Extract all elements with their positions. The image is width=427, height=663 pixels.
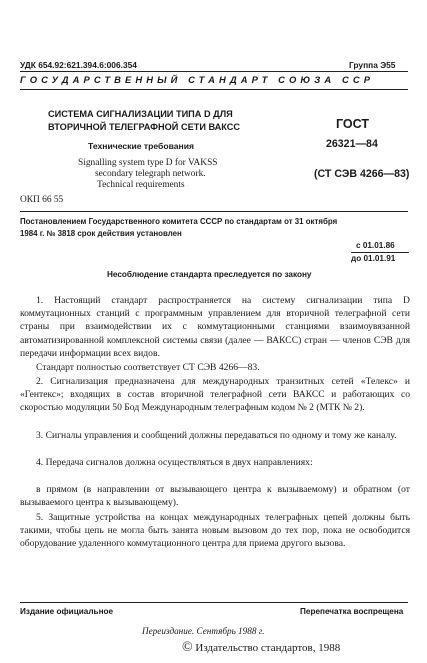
date-divider	[351, 252, 409, 253]
decree-line1: Постановлением Государственного комитета СССР по стандартам от 31 октября	[20, 217, 338, 226]
paragraph-4b: в прямом (в направлении от вызывающего центра к вызываемому) и обратном (от вызываемого центра к вызывающему).	[20, 484, 410, 509]
title-en-line3: Technical requirements	[97, 180, 185, 190]
reprint-notice: Перепечатка воспрещена	[300, 607, 404, 616]
copyright-icon: ©	[182, 640, 193, 655]
reissue-note: Переиздание. Сентябрь 1988 г.	[142, 626, 265, 636]
title-ru-line2: ВТОРИЧНОЙ ТЕЛЕГРАФНОЙ СЕТИ ВАКСС	[48, 122, 241, 132]
paragraph-3: 3. Сигналы управления и сообщений должны передаваться по одному и тому же каналу.	[36, 430, 397, 441]
legal-warning: Несоблюдение стандарта преследуется по закону	[107, 270, 312, 279]
standard-banner: ГОСУДАРСТВЕННЫЙ СТАНДАРТ СОЮЗА ССР	[20, 74, 375, 85]
st-sev-reference: (СТ СЭВ 4266—83)	[314, 168, 410, 180]
publisher-line	[182, 640, 340, 656]
date-to: до 01.01.91	[351, 254, 396, 263]
paragraph-1b: Стандарт полностью соответствует СТ СЭВ 4266—83.	[36, 362, 260, 373]
header-rule-top	[20, 71, 408, 72]
group-code: Группа Э55	[349, 60, 396, 70]
publisher-name: Издательство стандартов, 1988	[195, 642, 341, 654]
paragraph-4: 4. Передача сигналов должна осуществляться в двух направлениях:	[36, 457, 313, 468]
title-rule	[20, 211, 408, 212]
date-from: с 01.01.86	[356, 241, 395, 250]
title-en-line2: secondary telegraph network.	[95, 169, 206, 179]
subtitle-ru: Технические требования	[88, 141, 195, 151]
footer-rule	[20, 602, 408, 603]
decree-line2: 1984 г. № 3818 срок действия установлен	[20, 229, 182, 238]
official-edition-label: Издание официальное	[20, 607, 114, 616]
header-rule-bottom	[20, 89, 408, 90]
title-en-line1: Signalling system type D for VAKSS	[78, 158, 218, 168]
title-ru-line1: СИСТЕМА СИГНАЛИЗАЦИИ ТИПА D ДЛЯ	[48, 109, 233, 119]
gost-label: ГОСТ	[336, 117, 369, 131]
paragraph-2: 2. Сигнализация предназначена для международных транзитных сетей «Телекс» и «Гентекс»; входящих в состав вторичной телеграфной сети ВАКСС и работающих со скоростью модуляции 50 Бод Международным телеграфным кодом № 2 (МТК № 2).	[20, 376, 410, 414]
okp-code: ОКП 66 55	[20, 195, 64, 205]
paragraph-5: 5. Защитные устройства на концах международных телеграфных цепей должны быть такими, чтобы цепь не могла быть занята новым вызовом до тех пор, пока не освободится оборудование удаленного коммутационного центра для приема другого вызова.	[20, 512, 410, 550]
paragraph-1: 1. Настоящий стандарт распространяется на систему сигнализации типа D коммутационных станций с программным управлением для вторичной телеграфной сети страны при взаимодействии их с коммутационными станциями взаимоувязанной автоматизированной комплексной системы связи (далее — ВАКСС) стран — членов СЭВ для передачи информации всех видов.	[20, 295, 410, 359]
gost-number: 26321—84	[326, 138, 378, 150]
udk-code: УДК 654.92:621.394.6:006.354	[20, 60, 137, 70]
